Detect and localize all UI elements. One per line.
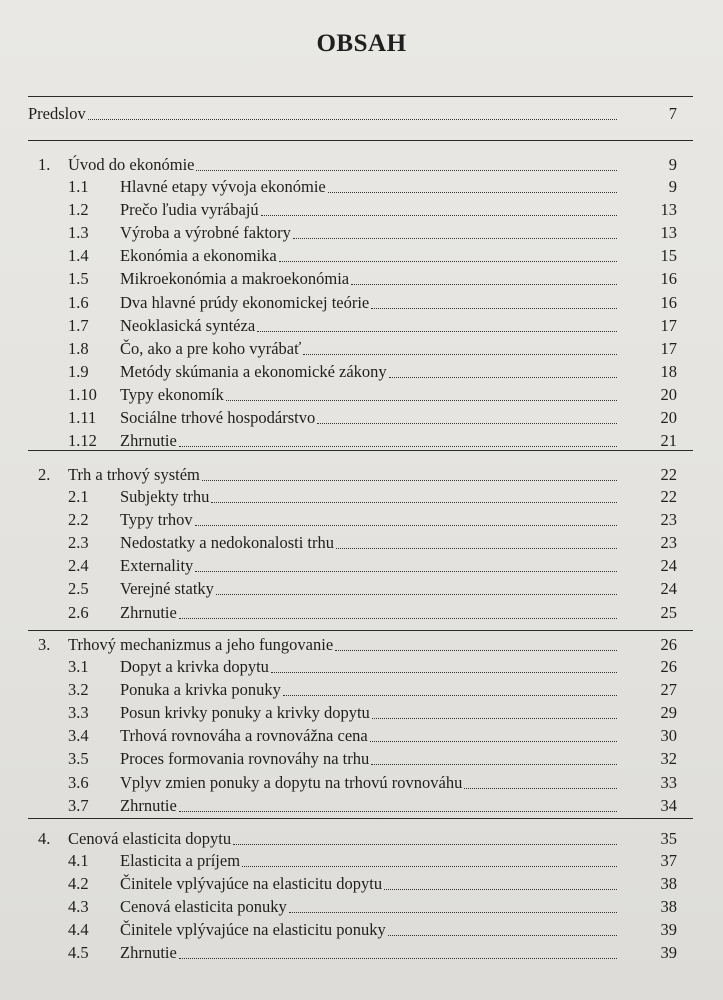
entry-number: 2.5: [68, 579, 89, 599]
entry-label: Ekonómia a ekonomika: [120, 246, 277, 266]
dot-leader: [202, 480, 617, 481]
entry-label: Činitele vplývajúce na elasticitu dopytu: [120, 874, 383, 894]
dot-leader: [211, 502, 617, 503]
toc-section: [68, 530, 677, 553]
dot-leader: [317, 423, 617, 424]
toc-section: [68, 553, 677, 576]
dot-leader: [195, 571, 617, 572]
entry-label: Zhrnutie: [120, 602, 177, 622]
entry-number: 2.2: [68, 510, 89, 530]
entry-label: Typy trhov: [120, 510, 193, 530]
page-number: 16: [660, 269, 677, 289]
entry-label: Čo, ako a pre koho vyrábať: [120, 338, 302, 358]
entry-label: Dva hlavné prúdy ekonomickej teórie: [120, 292, 370, 312]
entry-number: 4.4: [68, 920, 89, 940]
page-number: 13: [660, 223, 677, 243]
page-number: 9: [668, 177, 677, 196]
toc-section: [68, 290, 677, 313]
page-number: 23: [660, 510, 677, 530]
entry-label: Posun krivky ponuky a krivky dopytu: [120, 703, 370, 723]
entry-label: Nedostatky a nedokonalosti trhu: [120, 533, 335, 553]
page-number: 17: [660, 338, 677, 358]
entry-label: Verejné statky: [120, 579, 214, 599]
page-number: 24: [660, 556, 677, 576]
entry-number: 2.: [38, 465, 51, 484]
dot-leader: [216, 594, 617, 595]
entry-label: Elasticita a príjem: [120, 851, 241, 870]
toc-section: [68, 313, 677, 336]
divider: [28, 630, 693, 631]
entry-number: 1.8: [68, 338, 89, 358]
dot-leader: [389, 377, 617, 378]
divider: [28, 96, 693, 97]
entry-label: Metódy skúmania a ekonomické zákony: [120, 361, 387, 381]
entry-label: Mikroekonómia a makroekonómia: [120, 269, 350, 289]
dot-leader: [335, 650, 617, 651]
page-number: 13: [660, 200, 677, 220]
toc-section: [68, 746, 677, 769]
page-number: 32: [660, 749, 677, 769]
entry-number: 3.3: [68, 703, 89, 723]
toc-section: [68, 243, 677, 266]
entry-number: 2.6: [68, 602, 89, 622]
entry-label: Trhová rovnováha a rovnovážna cena: [120, 726, 368, 746]
entry-label: Trhový mechanizmus a jeho fungovanie: [68, 635, 334, 654]
page-number: 34: [660, 795, 677, 815]
toc-section: [68, 917, 677, 940]
page-number: 30: [660, 726, 677, 746]
toc-section: [68, 484, 677, 507]
dot-leader: [371, 308, 617, 309]
page-number: 9: [668, 155, 677, 174]
entry-label: Sociálne trhové hospodárstvo: [120, 408, 316, 427]
dot-leader: [289, 912, 617, 913]
dot-leader: [88, 119, 617, 120]
entry-number: 4.5: [68, 943, 89, 963]
page-number: 29: [660, 703, 677, 723]
toc-section: [68, 940, 677, 963]
dot-leader: [179, 618, 617, 619]
page-number: 7: [668, 104, 677, 123]
page-number: 20: [660, 408, 677, 427]
entry-number: 1.3: [68, 223, 89, 243]
entry-number: 3.1: [68, 657, 89, 676]
toc-section: [68, 174, 677, 197]
dot-leader: [196, 170, 617, 171]
entry-label: Hlavné etapy vývoja ekonómie: [120, 177, 326, 196]
dot-leader: [271, 672, 617, 673]
page-number: 39: [660, 920, 677, 940]
page-number: 25: [660, 602, 677, 622]
entry-number: 1.7: [68, 315, 89, 335]
dot-leader: [372, 718, 617, 719]
entry-label: Výroba a výrobné faktory: [120, 223, 291, 243]
page-number: 27: [660, 680, 677, 700]
toc-section: [68, 576, 677, 599]
entry-label: Typy ekonomík: [120, 384, 224, 404]
divider: [28, 818, 693, 819]
page-number: 39: [660, 943, 677, 963]
entry-number: 3.6: [68, 772, 89, 792]
toc-section: [68, 894, 677, 917]
entry-number: 4.: [38, 829, 51, 848]
page-title: OBSAH: [316, 30, 407, 57]
entry-number: 1.10: [68, 384, 97, 404]
dot-leader: [336, 548, 617, 549]
dot-leader: [370, 741, 617, 742]
dot-leader: [226, 400, 617, 401]
page-number: 26: [660, 635, 677, 654]
entry-label: Zhrnutie: [120, 943, 177, 963]
page-number: 24: [660, 579, 677, 599]
entry-label: Cenová elasticita dopytu: [68, 829, 232, 848]
dot-leader: [371, 764, 617, 765]
dot-leader: [233, 844, 617, 845]
page-number: 33: [660, 772, 677, 792]
dot-leader: [257, 331, 617, 332]
toc-section: [68, 677, 677, 700]
entry-number: 3.5: [68, 749, 89, 769]
dot-leader: [179, 958, 617, 959]
toc-section: [68, 336, 677, 359]
page-number: 20: [660, 384, 677, 404]
entry-label: Neoklasická syntéza: [120, 315, 256, 335]
dot-leader: [328, 192, 617, 193]
toc-section: [68, 220, 677, 243]
dot-leader: [279, 261, 617, 262]
entry-number: 2.1: [68, 487, 89, 506]
entry-label: Vplyv zmien ponuky a dopytu na trhovú rovnováhu: [120, 772, 463, 792]
dot-leader: [179, 811, 617, 812]
entry-label: Činitele vplývajúce na elasticitu ponuky: [120, 920, 386, 940]
entry-number: 1.9: [68, 361, 89, 381]
entry-number: 3.2: [68, 680, 89, 700]
toc-section: [68, 359, 677, 382]
toc-section: [68, 428, 677, 451]
toc-section: [68, 848, 677, 871]
toc-entry-preface: [28, 101, 677, 124]
dot-leader: [195, 525, 617, 526]
dot-leader: [464, 788, 617, 789]
dot-leader: [283, 695, 617, 696]
entry-label: Zhrnutie: [120, 795, 177, 815]
entry-number: 3.4: [68, 726, 89, 746]
page-number: 37: [660, 851, 677, 870]
entry-label: Dopyt a krivka dopytu: [120, 657, 269, 676]
page-number: 18: [660, 361, 677, 381]
entry-number: 1.12: [68, 431, 97, 451]
toc-chapter: [38, 152, 677, 175]
dot-leader: [179, 446, 617, 447]
dot-leader: [242, 866, 617, 867]
dot-leader: [261, 215, 617, 216]
entry-number: 1.11: [68, 408, 97, 427]
entry-number: 2.3: [68, 533, 89, 553]
page-number: 22: [660, 465, 677, 484]
toc-chapter: [38, 632, 677, 655]
entry-number: 1.5: [68, 269, 89, 289]
entry-label: Externality: [120, 556, 194, 576]
entry-label: Trh a trhový systém: [68, 465, 200, 484]
dot-leader: [388, 935, 617, 936]
entry-label: Proces formovania rovnováhy na trhu: [120, 749, 370, 769]
entry-number: 4.2: [68, 874, 89, 894]
entry-number: 1.2: [68, 200, 89, 220]
toc-section: [68, 197, 677, 220]
entry-number: 1.: [38, 155, 51, 174]
divider: [28, 140, 693, 141]
page-number: 16: [660, 292, 677, 312]
toc-chapter: [38, 826, 677, 849]
page-number: 22: [660, 487, 677, 506]
toc-section: [68, 700, 677, 723]
entry-number: 4.3: [68, 897, 89, 917]
toc-section: [68, 405, 677, 428]
toc-section: [68, 382, 677, 405]
entry-label: Ponuka a krivka ponuky: [120, 680, 281, 700]
divider: [28, 450, 693, 451]
entry-number: 3.7: [68, 795, 89, 815]
page-number: 23: [660, 533, 677, 553]
dot-leader: [293, 238, 617, 239]
entry-number: 1.1: [68, 177, 89, 196]
toc-section: [68, 770, 677, 793]
entry-label: Cenová elasticita ponuky: [120, 897, 287, 917]
entry-label: Úvod do ekonómie: [68, 155, 195, 174]
toc-section: [68, 723, 677, 746]
page-number: 21: [660, 431, 677, 451]
dot-leader: [351, 284, 617, 285]
toc-section: [68, 266, 677, 289]
page-number: 35: [660, 829, 677, 848]
toc-section: [68, 793, 677, 816]
entry-label: Subjekty trhu: [120, 487, 210, 506]
page-number: 17: [660, 315, 677, 335]
page-number: 38: [660, 897, 677, 917]
toc-section: [68, 654, 677, 677]
toc-section: [68, 871, 677, 894]
dot-leader: [303, 354, 617, 355]
entry-number: 1.6: [68, 292, 89, 312]
entry-number: 3.: [38, 635, 51, 654]
toc-section: [68, 600, 677, 623]
page-number: 15: [660, 246, 677, 266]
entry-label: Predslov: [28, 104, 86, 123]
page-number: 38: [660, 874, 677, 894]
toc-chapter: [38, 462, 677, 485]
entry-number: 4.1: [68, 851, 89, 870]
entry-number: 1.4: [68, 246, 89, 266]
entry-label: Zhrnutie: [120, 431, 177, 451]
entry-label: Prečo ľudia vyrábajú: [120, 200, 259, 220]
toc-section: [68, 507, 677, 530]
page-number: 26: [660, 657, 677, 676]
entry-number: 2.4: [68, 556, 89, 576]
dot-leader: [384, 889, 617, 890]
